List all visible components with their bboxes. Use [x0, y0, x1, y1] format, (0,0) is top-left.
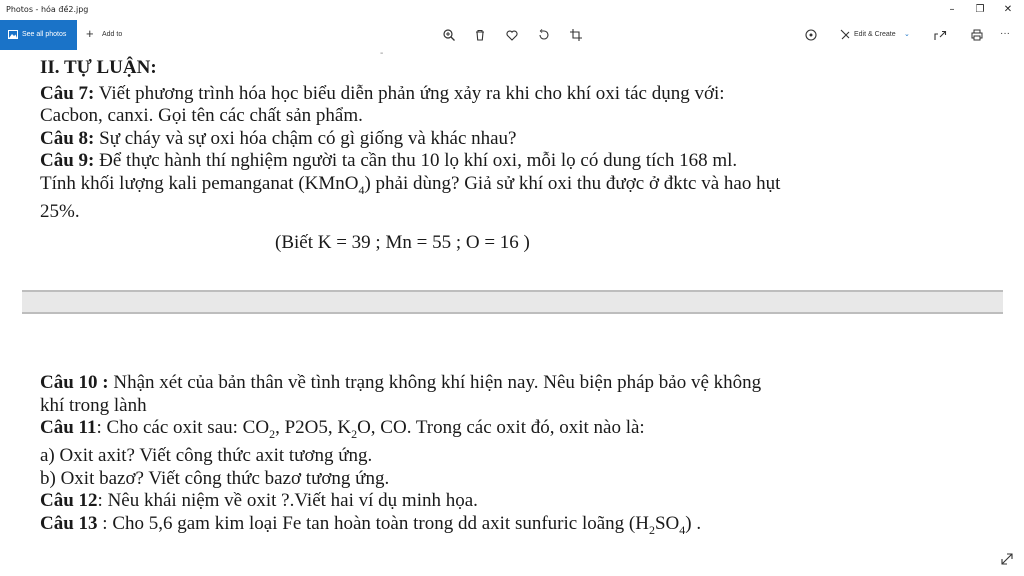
add-to-label: Add to — [102, 31, 123, 38]
question-9-line2: Tính khối lượng kali pemanganat (KMnO$_4$) phải dùng? Giả sử khí oxi thu được ở đktc và hao hụt — [40, 172, 781, 197]
scan-artifact: - — [380, 50, 384, 59]
question-12: Câu 12: Nêu khái niệm về oxit ?.Viết hai ví dụ minh họa. — [40, 490, 478, 512]
title-bar — [0, 0, 1024, 20]
slideshow-icon[interactable] — [804, 28, 818, 42]
close-button[interactable]: ✕ — [1003, 4, 1013, 15]
question-10-line2: khí trong lành — [40, 394, 147, 416]
question-11a: a) Oxit axit? Viết công thức axit tương ứng. — [40, 445, 373, 467]
maximize-button[interactable]: ❐ — [975, 4, 985, 15]
document-image-lower — [40, 372, 990, 541]
print-icon[interactable] — [970, 28, 984, 42]
favorite-icon[interactable] — [505, 28, 519, 42]
zoom-icon[interactable] — [442, 28, 456, 42]
image-viewer[interactable] — [0, 50, 1024, 576]
toolbar — [0, 20, 1024, 50]
share-icon[interactable] — [933, 28, 947, 42]
hint-line: (Biết K = 39 ; Mn = 55 ; O = 16 ) — [275, 232, 530, 254]
question-7: Câu 7: Viết phương trình hóa học biểu diễn phản ứng xảy ra khi cho khí oxi tác dụng với: — [40, 82, 725, 104]
question-9-line3: 25%. — [40, 200, 80, 222]
question-8: Câu 8: Sự cháy và sự oxi hóa chậm có gì giống và khác nhau? — [40, 127, 517, 149]
question-11b: b) Oxit bazơ? Viết công thức bazơ tương ứng. — [40, 467, 390, 489]
window-title: Photos - hóa đề2.jpg — [6, 5, 89, 14]
question-13: Câu 13 : Cho 5,6 gam kim loại Fe tan hoàn toàn trong dd axit sunfuric loãng $(H_2SO_4)$ . — [40, 512, 702, 537]
question-10: Câu 10 : Nhận xét của bản thân về tình trạng không khí hiện nay. Nêu biện pháp bảo vệ không — [40, 372, 762, 393]
expand-icon[interactable] — [1000, 552, 1014, 566]
plus-icon: + — [86, 26, 94, 41]
chevron-down-icon: ⌄ — [904, 31, 910, 38]
document-image — [40, 50, 990, 255]
edit-create-label: Edit & Create — [854, 31, 896, 38]
rotate-icon[interactable] — [537, 28, 551, 42]
more-options-button[interactable]: ··· — [1000, 28, 1010, 39]
minimize-button[interactable]: – — [949, 4, 955, 15]
photos-icon — [8, 30, 18, 39]
crop-icon[interactable] — [569, 28, 583, 42]
section-title: II. TỰ LUẬN: — [40, 57, 157, 78]
page-divider — [22, 290, 1003, 314]
question-7-line2: Cacbon, canxi. Gọi tên các chất sản phẩm. — [40, 105, 363, 126]
see-all-photos-button[interactable] — [0, 20, 77, 50]
question-11: Câu 11: Cho các oxit sau: $CO_2$, P2O5, $K_2O$, CO. Trong các oxit đó, oxit nào là: — [40, 417, 645, 441]
question-9: Câu 9: Để thực hành thí nghiệm người ta cần thu 10 lọ khí oxi, mỗi lọ có dung tích 168 ml. — [40, 150, 738, 171]
edit-icon — [840, 29, 852, 41]
see-all-photos-label: See all photos — [22, 31, 67, 38]
delete-icon[interactable] — [473, 28, 487, 42]
